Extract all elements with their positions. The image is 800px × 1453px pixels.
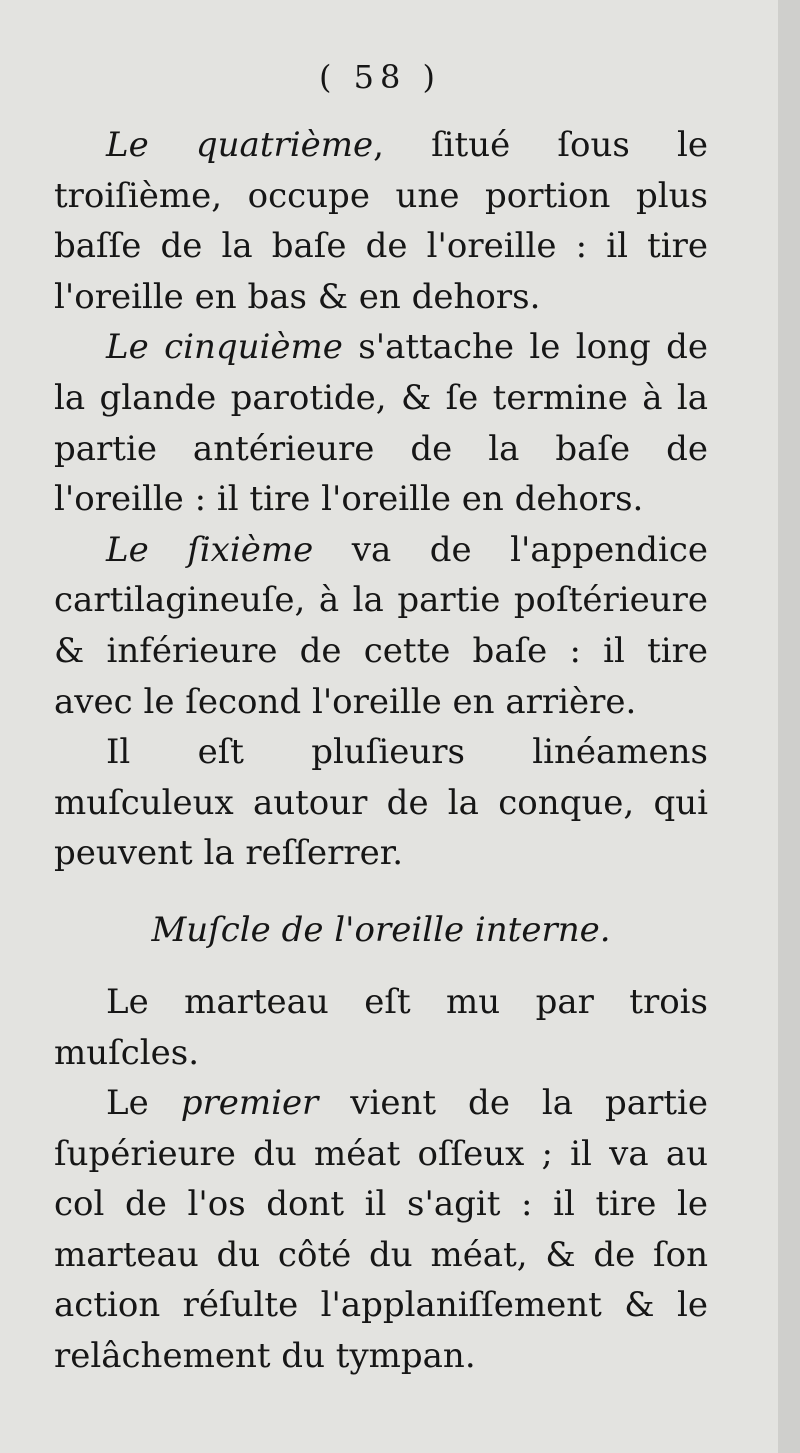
section-heading: Muſcle de l'oreille interne. [151,909,611,950]
paragraph-text: vient de la partie ſupérieure du méat oſſeux ; il va au col de l'os dont il s'agit : il tire le marteau du côté du méat, & de ſon action réſulte l'applaniſſement & le relâchement du tympan. [54,1083,708,1377]
paragraph-text: s'attache le long de la glande parotide, & ſe termine à la partie antérieure de la baſe de l'oreille : il tire l'oreille en dehors. [54,327,708,520]
paragraph-lead: Le cinquième [106,327,343,368]
paragraph-text: , ſitué ſous le troiſième, occupe une portion plus baſſe de la baſe de l'oreille : il tire l'oreille en bas & en dehors. [54,125,708,317]
paragraph-lead: Le quatrième [106,125,374,165]
paragraph-cinquieme [54,322,708,524]
paragraph-lead: premier [180,1083,319,1124]
paragraph-lineamens [54,727,708,879]
paragraph-quatrieme [54,120,708,322]
paragraph-premier [54,1078,708,1382]
paragraph-pre: Le [106,1083,181,1124]
paragraph-sixieme [54,525,708,727]
paragraph-marteau [54,977,708,1078]
body-text [54,120,708,1382]
paragraph-text: Le marteau eſt mu par trois muſcles. [54,981,708,1073]
page-number: ( 58 ) [318,58,442,96]
paragraph-text: va de l'appendice cartilagineuſe, à la partie poſtérieure & inférieure de cette baſe : il tire avec le ſecond l'oreille en arrière. [54,529,708,722]
paragraph-lead: Le ſixième [106,529,314,570]
paragraph-text: Il eſt pluſieurs linéamens muſculeux autour de la conque, qui peuvent la reſſerrer. [54,732,708,874]
